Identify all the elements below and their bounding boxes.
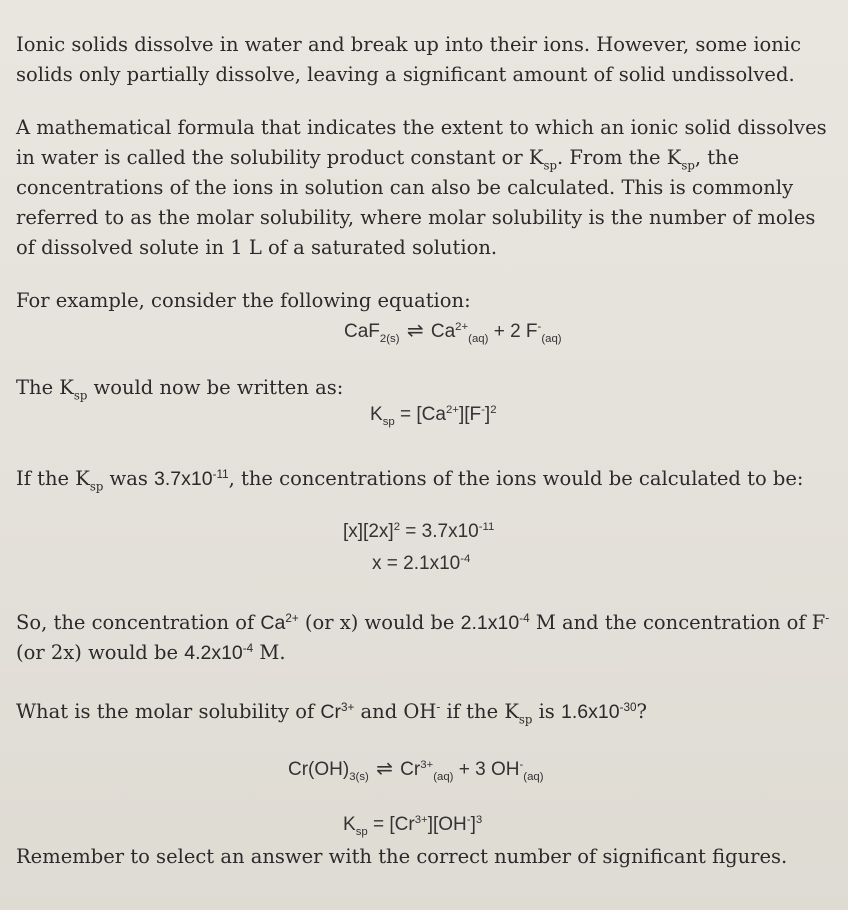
caf2-dissociation-equation: CaF$_{2(s)}$ ⇌ $Ca^{2+}_{(aq)} + 2$ $F^-_{(aq)}$ — [344, 320, 562, 346]
calculation-lead: If the $K_{sp}$ was $3.7x10^{-11}$, the concentrations of the ions would be calculated to be: — [16, 467, 804, 494]
ksp-expression-caf2: $K_{sp} = [Ca^{2+}][F^-]^2$ — [370, 404, 497, 429]
ksp-definition-paragraph: A mathematical formula that indicates the extent to which an ionic solid dissolves in water is called the solubility product constant or $K_{sp}$. From the $K_{sp}$, the concentrations of the ions in solution can also be calculated. This is commonly referred to as the molar solubility, where molar solubility is the number of moles of dissolved solute in 1 L of a saturated solution. — [16, 116, 827, 259]
example-lead: For example, consider the following equation: — [16, 289, 471, 312]
result-paragraph: So, the concentration of $Ca^{2+}$ (or x) would be $2.1x10^{-4}$ M and the concentration of F- (or 2x) would be $4.2x10^{-4}$ M. — [16, 610, 830, 664]
calculation-step-2: $x = 2.1x10^{-4}$ — [372, 553, 471, 574]
equilibrium-arrow-icon: ⇌ — [376, 758, 393, 780]
equilibrium-arrow-icon: ⇌ — [406, 320, 424, 342]
sig-fig-reminder: Remember to select an answer with the correct number of significant figures. — [16, 845, 788, 868]
calculation-step-1: $[x][2x]^2 = 3.7x10^{-11}$ — [343, 521, 495, 542]
ksp-expression-croh3: $K_{sp} = [Cr^{3+}][OH^-]^3$ — [343, 814, 483, 839]
question-text: What is the molar solubility of $Cr^{3+}$ and OH- if the $K_{sp}$ is $1.6x10^{-30}$? — [16, 699, 647, 727]
croh3-dissociation-equation: $Cr(OH)_{3(s)}$ ⇌ $Cr^{3+}_{(aq)} + 3$ $OH^-_{(aq)}$ — [288, 758, 544, 784]
ksp-lead: The $K_{sp}$ would now be written as: — [16, 376, 344, 403]
intro-paragraph: Ionic solids dissolve in water and break up into their ions. However, some ionic solids only partially dissolve, leaving a significant amount of solid undissolved. — [16, 33, 802, 86]
